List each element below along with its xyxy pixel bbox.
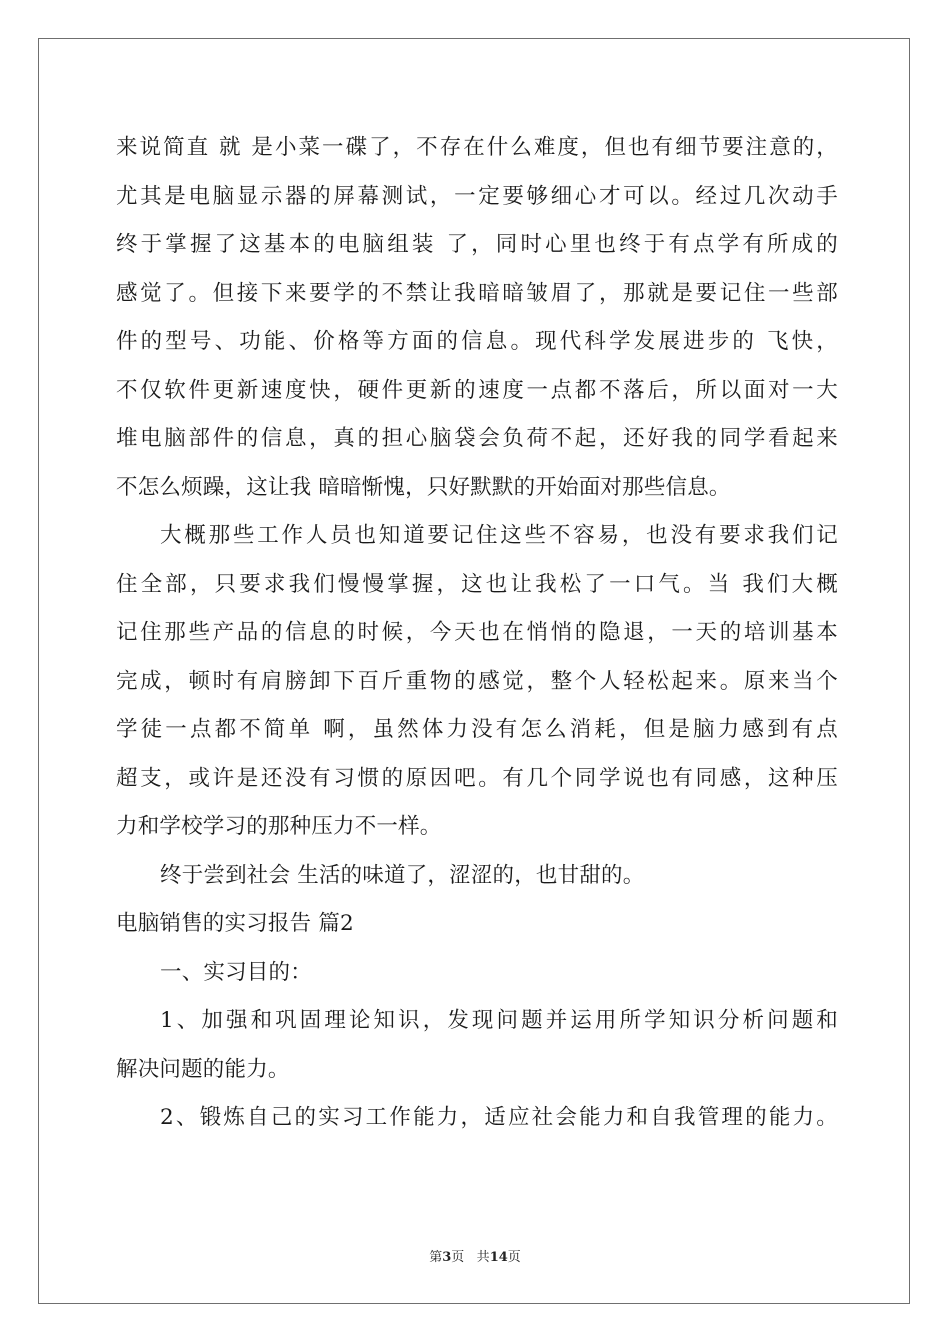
text-line: 堆电脑部件的信息，真的担心脑袋会负荷不起，还好我的同学看起来 (116, 426, 838, 451)
footer-total-suffix: 页 (507, 1250, 521, 1265)
text-line: 大概那些工作人员也知道要记住这些不容易，也没有要求我们记 (160, 523, 838, 548)
page-footer (0, 1246, 950, 1265)
footer-page-number: 3 (442, 1250, 452, 1265)
text-line: 完成，顿时有肩膀卸下百斤重物的感觉，整个人轻松起来。原来当个 (116, 668, 838, 694)
footer-page-prefix: 第 (429, 1250, 443, 1265)
text-line: 2、锻炼自己的实习工作能力，适应社会能力和自我管理的能力。 (160, 1105, 838, 1130)
text-line: 不怎么烦躁，这让我 暗暗惭愧，只好默默的开始面对那些信息。 (116, 474, 731, 500)
footer-total-prefix: 共 (476, 1250, 490, 1265)
text-line: 学徒一点都不简单 啊，虽然体力没有怎么消耗，但是脑力感到有点 (116, 717, 838, 742)
footer-total-pages: 14 (489, 1250, 508, 1265)
text-line: 1、加强和巩固理论知识，发现问题并运用所学知识分析问题和 (160, 1008, 838, 1033)
text-line: 超支，或许是还没有习惯的原因吧。有几个同学说也有同感，这种压 (116, 765, 838, 791)
text-line: 终于尝到社会 生活的味道了，涩涩的，也甘甜的。 (160, 862, 645, 888)
text-line: 记住那些产品的信息的时候，今天也在悄悄的隐退，一天的培训基本 (116, 620, 838, 645)
text-line: 一、实习目的： (160, 959, 312, 985)
text-line: 终于掌握了这基本的电脑组装 了，同时心里也终于有点学有所成的 (116, 232, 838, 257)
text-line: 住全部，只要求我们慢慢掌握，这也让我松了一口气。当 我们大概 (116, 571, 838, 597)
text-line: 感觉了。但接下来要学的不禁让我暗暗皱眉了，那就是要记住一些部 (116, 280, 838, 306)
text-line: 不仅软件更新速度快，硬件更新的速度一点都不落后，所以面对一大 (116, 377, 838, 403)
text-line: 尤其是电脑显示器的屏幕测试，一定要够细心才可以。经过几次动手 (116, 183, 838, 209)
text-line: 件的型号、功能、价格等方面的信息。现代科学发展进步的 飞快， (116, 329, 838, 354)
document-body (116, 124, 838, 1143)
text-line: 解决问题的能力。 (116, 1056, 290, 1082)
text-line: 电脑销售的实习报告 篇2 (116, 911, 354, 936)
text-line: 力和学校学习的那种压力不一样。 (116, 814, 442, 839)
footer-gap (464, 1250, 476, 1265)
footer-page-suffix: 页 (451, 1250, 465, 1265)
text-line: 来说简直 就 是小菜一碟了，不存在什么难度，但也有细节要注意的， (116, 135, 838, 160)
